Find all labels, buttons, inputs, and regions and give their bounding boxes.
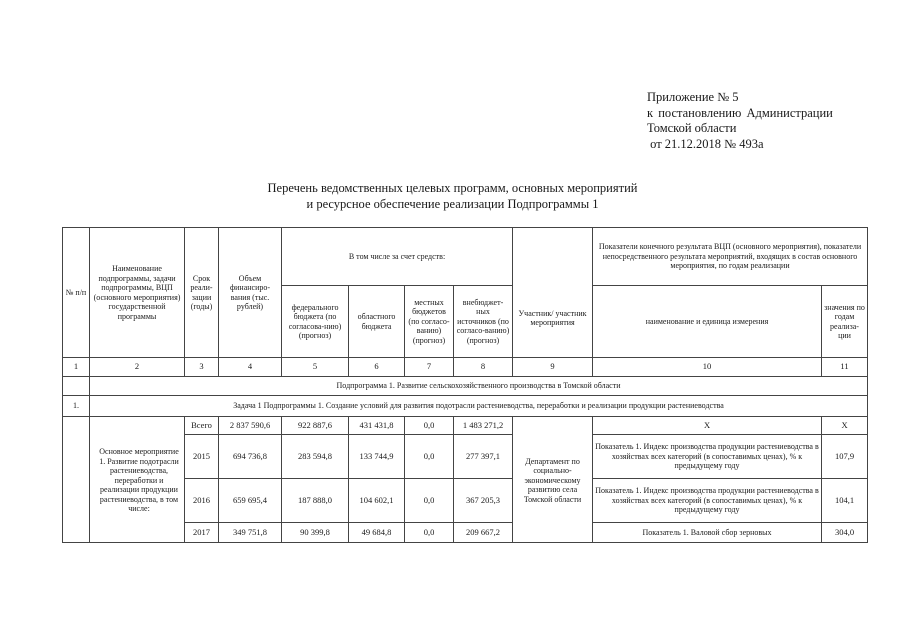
document-title (0, 181, 905, 212)
row-regional: 104 602,1 (349, 479, 405, 523)
header-indicator-value: значения по годам реализа-ции (822, 286, 868, 358)
subprogram-row (63, 377, 868, 396)
column-number: 1 (63, 358, 90, 377)
row-federal: 90 399,8 (282, 523, 349, 543)
row-indicator: Х (593, 417, 822, 435)
column-number: 10 (593, 358, 822, 377)
header-indicator-group: Показатели конечного результата ВЦП (основного мероприятия), показатели непосредственного результата мероприятий, входящих в состав основного мероприятия, по годам реализации (593, 228, 868, 286)
column-number: 3 (185, 358, 219, 377)
task-title: Задача 1 Подпрограммы 1. Создание условий для развития подотрасли растениеводства, переработки и реализации продукции растениеводства (90, 396, 868, 417)
row-regional: 49 684,8 (349, 523, 405, 543)
row-federal: 922 887,6 (282, 417, 349, 435)
row-extra: 209 667,2 (454, 523, 513, 543)
task-row (63, 396, 868, 417)
row-value: Х (822, 417, 868, 435)
title-line-2: и ресурсное обеспечение реализации Подпрограммы 1 (306, 196, 599, 211)
table-row (63, 417, 868, 435)
row-value: 104,1 (822, 479, 868, 523)
activity-name: Основное мероприятие 1. Развитие подотрасли растениеводства, переработки и реализации продукции растениеводства, в том числе: (90, 417, 185, 543)
column-number: 7 (405, 358, 454, 377)
row-term: Всего (185, 417, 219, 435)
row-extra: 277 397,1 (454, 435, 513, 479)
column-number: 2 (90, 358, 185, 377)
appendix-line-3: Томской области (647, 121, 737, 135)
header-volume: Объем финансиро-вания (тыс. рублей) (219, 228, 282, 358)
row-local: 0,0 (405, 479, 454, 523)
header-indicator-name: наименование и единица измерения (593, 286, 822, 358)
header-local: местных бюджетов (по согласо-ванию) (прогноз) (405, 286, 454, 358)
subprogram-title: Подпрограмма 1. Развитие сельскохозяйственного производства в Томской области (90, 377, 868, 396)
row-volume: 349 751,8 (219, 523, 282, 543)
title-line-1: Перечень ведомственных целевых программ, основных мероприятий (267, 181, 638, 195)
program-table (62, 227, 868, 543)
row-term: 2015 (185, 435, 219, 479)
column-numbers-row (63, 358, 868, 377)
row-local: 0,0 (405, 523, 454, 543)
row-indicator: Показатель 1. Валовой сбор зерновых (593, 523, 822, 543)
header-sources: В том числе за счет средств: (282, 228, 513, 286)
row-local: 0,0 (405, 417, 454, 435)
row-regional: 431 431,8 (349, 417, 405, 435)
row-indicator: Показатель 1. Индекс производства продукции растениеводства в хозяйствах всех категорий (в сопоставимых ценах), % к предыдущему году (593, 479, 822, 523)
column-number: 8 (454, 358, 513, 377)
header-participant: Участник/ участник мероприятия (513, 228, 593, 358)
activity-participant: Департамент по социально-экономическому развитию села Томской области (513, 417, 593, 543)
row-local: 0,0 (405, 435, 454, 479)
row-value: 304,0 (822, 523, 868, 543)
appendix-line-4: от 21.12.2018 № 493а (647, 136, 764, 151)
row-regional: 133 744,9 (349, 435, 405, 479)
column-number: 4 (219, 358, 282, 377)
row-federal: 283 594,8 (282, 435, 349, 479)
column-number: 6 (349, 358, 405, 377)
row-indicator: Показатель 1. Индекс производства продукции растениеводства в хозяйствах всех категорий (в сопоставимых ценах), % к предыдущему году (593, 435, 822, 479)
header-regional: областного бюджета (349, 286, 405, 358)
task-number: 1. (63, 396, 90, 417)
column-number: 5 (282, 358, 349, 377)
appendix-line-1: Приложение № 5 (647, 90, 739, 104)
row-term: 2016 (185, 479, 219, 523)
row-term: 2017 (185, 523, 219, 543)
header-name: Наименование подпрограммы, задачи подпрограммы, ВЦП (основного мероприятия) государственной программы (90, 228, 185, 358)
row-extra: 1 483 271,2 (454, 417, 513, 435)
row-volume: 659 695,4 (219, 479, 282, 523)
appendix-block (647, 90, 833, 152)
header-term: Срок реали-зации (годы) (185, 228, 219, 358)
appendix-line-2: к постановлению Администрации (647, 105, 833, 120)
row-extra: 367 205,3 (454, 479, 513, 523)
row-volume: 694 736,8 (219, 435, 282, 479)
column-number: 9 (513, 358, 593, 377)
header-num: № п/п (63, 228, 90, 358)
row-volume: 2 837 590,6 (219, 417, 282, 435)
row-federal: 187 888,0 (282, 479, 349, 523)
row-value: 107,9 (822, 435, 868, 479)
header-extra: внебюджет-ных источников (по согласо-ванию) (прогноз) (454, 286, 513, 358)
header-federal: федерального бюджета (по согласова-нию) (прогноз) (282, 286, 349, 358)
column-number: 11 (822, 358, 868, 377)
